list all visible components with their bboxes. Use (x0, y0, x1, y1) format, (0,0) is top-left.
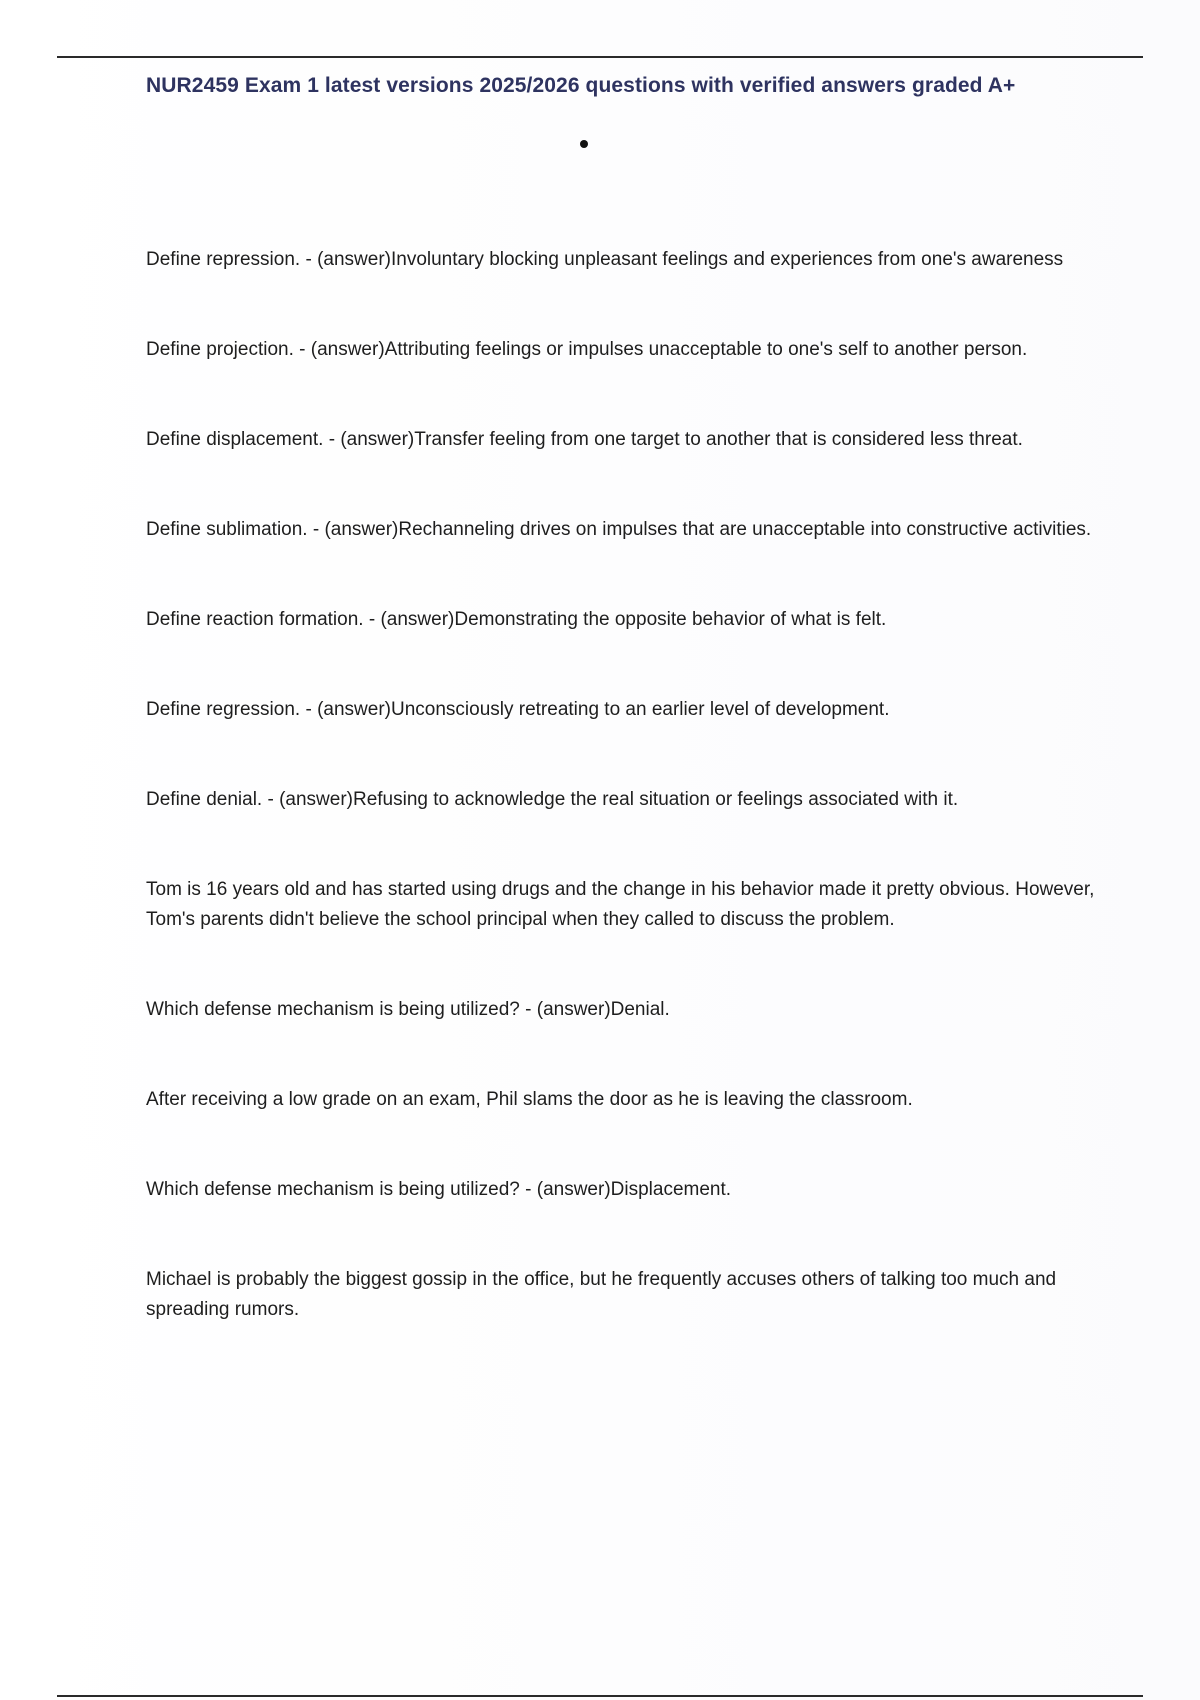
paragraph-displacement: Define displacement. - (answer)Transfer feeling from one target to another that is considered less threat. (146, 429, 1023, 450)
paragraph-phil-scenario: After receiving a low grade on an exam, Phil slams the door as he is leaving the classroom. (146, 1089, 913, 1110)
paragraph-question-denial: Which defense mechanism is being utilized? - (answer)Denial. (146, 999, 670, 1020)
paragraph-tom-scenario: Tom is 16 years old and has started using drugs and the change in his behavior made it pretty obvious. However, Tom's parents didn't believe the school principal when they called to discuss the problem. (146, 879, 1095, 930)
document-body (146, 245, 1096, 1325)
paragraph-michael-scenario: Michael is probably the biggest gossip in the office, but he frequently accuses others of talking too much and spreading rumors. (146, 1269, 1057, 1320)
bottom-rule (57, 1695, 1143, 1697)
paragraph-denial: Define denial. - (answer)Refusing to acknowledge the real situation or feelings associated with it. (146, 789, 959, 810)
top-rule (57, 56, 1143, 58)
paragraph-repression: Define repression. - (answer)Involuntary blocking unpleasant feelings and experiences from one's awareness (146, 249, 1064, 270)
paragraph-question-displacement: Which defense mechanism is being utilized? - (answer)Displacement. (146, 1179, 732, 1200)
document-title: NUR2459 Exam 1 latest versions 2025/2026 questions with verified answers graded A+ (146, 74, 1016, 97)
paragraph-projection: Define projection. - (answer)Attributing feelings or impulses unacceptable to one's self to another person. (146, 339, 1028, 360)
bullet-dot (580, 140, 588, 148)
paragraph-regression: Define regression. - (answer)Unconsciously retreating to an earlier level of development. (146, 699, 890, 720)
paragraph-reaction-formation: Define reaction formation. - (answer)Demonstrating the opposite behavior of what is felt. (146, 609, 887, 630)
paragraph-sublimation: Define sublimation. - (answer)Rechanneling drives on impulses that are unacceptable into constructive activities. (146, 519, 1092, 540)
